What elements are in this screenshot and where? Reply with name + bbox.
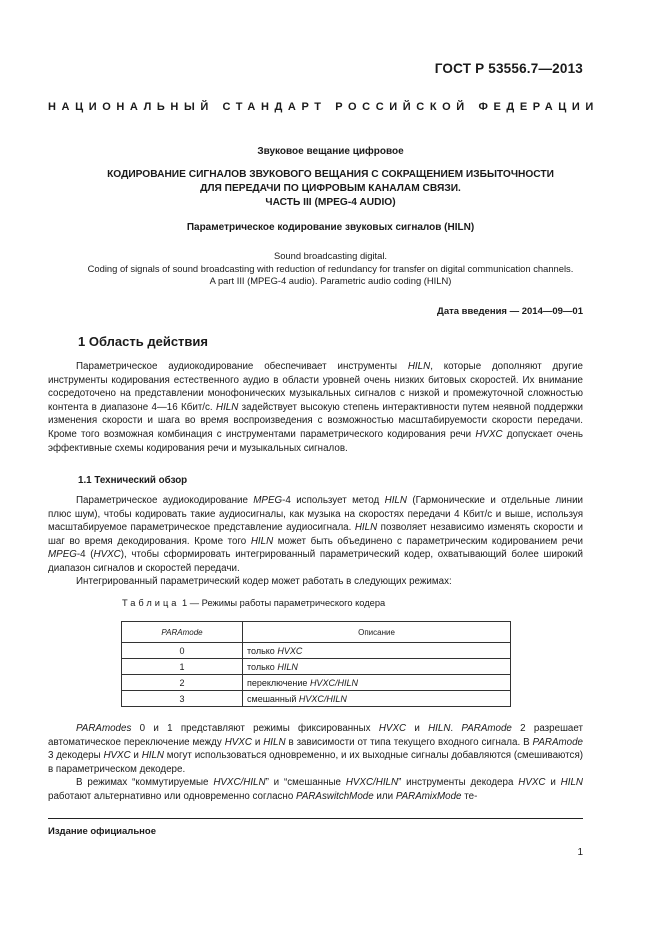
table-cell-mode: 0 <box>122 643 243 659</box>
table-row <box>122 659 511 675</box>
table-cell-mode: 3 <box>122 691 243 707</box>
modes-table <box>121 621 511 707</box>
title-line-1: КОДИРОВАНИЕ СИГНАЛОВ ЗВУКОВОГО ВЕЩАНИЯ С СОКРАЩЕНИЕМ ИЗБЫТОЧНОСТИ <box>107 169 554 180</box>
title-line-2: ДЛЯ ПЕРЕДАЧИ ПО ЦИФРОВЫМ КАНАЛАМ СВЯЗИ. <box>200 183 461 194</box>
table-row <box>122 691 511 707</box>
table-row <box>122 675 511 691</box>
switched-mixed-paragraph: В режимах “коммутируемые HVXC/HILN” и “смешанные HVXC/HILN” инструменты декодера HVXC и HILN работают альтернативно или одновременно согласно PARAswitchMode или PARAmixMode те- <box>48 777 583 802</box>
page-number: 1 <box>577 847 583 858</box>
table-cell-description: смешанный HVXC/HILN <box>243 691 511 707</box>
english-title-line-3: A part III (MPEG-4 audio). Parametric audio coding (HILN) <box>209 275 452 286</box>
introduction-date: Дата введения — 2014—09—01 <box>437 306 583 317</box>
document-part-subtitle: Параметрическое кодирование звуковых сигналов (HILN) <box>186 222 475 233</box>
scope-paragraph: Параметрическое аудиокодирование обеспечивает инструменты HILN, которые дополняют другие инструменты кодирования естественного аудио в области уровней очень низких битовых скоростей. Их внимание сосредоточено на представлении монофонических музыкальных сигналов с низкой и промежуточной сложностью контента в диапазоне 4—16 Кбит/с. HILN задействует высокую степень интерактивности путем неявной поддержки изменения скорости и шага во время воспроизведения с возможностью масштабируемости скорости передачи. Кроме того возможная комбинация с инструментами параметрического кодирования речи HVXC допускает очень эффективные схемы кодирования речи и музыкальных сигналов. <box>48 361 584 454</box>
document-subtitle: Звуковое вещание цифровое <box>257 146 404 157</box>
table-header-paramode: PARAmode <box>122 622 243 643</box>
edition-label: Издание официальное <box>48 826 156 837</box>
table-cell-description: переключение HVXC/HILN <box>243 675 511 691</box>
footer-divider <box>48 818 583 819</box>
section-heading-scope: 1 Область действия <box>78 334 208 349</box>
table-header-row <box>122 622 511 643</box>
english-title <box>40 250 621 288</box>
section-heading-technical-overview: 1.1 Технический обзор <box>78 475 188 486</box>
standard-number: ГОСТ Р 53556.7—2013 <box>434 61 583 76</box>
title-line-3: ЧАСТЬ III (MPEG-4 AUDIO) <box>265 197 396 208</box>
national-standard-heading: НАЦИОНАЛЬНЫЙ СТАНДАРТ РОССИЙСКОЙ ФЕДЕРАЦИИ <box>48 101 599 113</box>
table-header-description: Описание <box>243 622 511 643</box>
technical-overview-paragraph: Параметрическое аудиокодирование MPEG-4 использует метод HILN (Гармонические и отдельные линии плюс шум), чтобы кодировать такие аудиосигналы, как музыка на скоростях передачи 4 Кбит/с и выше, используя масштабируемое параметрическое представление аудиосигнала. HILN позволяет независимо изменять скорости и шаг во время декодирования. Кроме того HILN может быть объединено с параметрическим кодированием речи MPEG-4 (HVXC), чтобы сформировать интегрированный параметрический кодер, охватывающий более широкий диапазон сигналов и скоростей передачи. <box>48 495 584 574</box>
english-title-line-2: Coding of signals of sound broadcasting with reduction of redundancy for transfer on digital communication channels. <box>87 262 574 274</box>
paramodes-paragraph: PARAmodes 0 и 1 представляют режимы фиксированных HVXC и HILN. PARAmode 2 разрешает автоматическое переключение между HVXC и HILN в зависимости от типа текущего входного сигнала. В PARAmode 3 декодеры HVXC и HILN могут использоваться одновременно, и их выходные сигналы добавляются (смешиваются) в параметрическом декодере. <box>48 723 584 775</box>
table-caption: Таблица 1 — Режимы работы параметрического кодера <box>122 598 386 608</box>
document-title <box>40 168 621 210</box>
table-cell-description: только HVXC <box>243 643 511 659</box>
table-cell-mode: 2 <box>122 675 243 691</box>
table-row <box>122 643 511 659</box>
table-cell-mode: 1 <box>122 659 243 675</box>
table-cell-description: только HILN <box>243 659 511 675</box>
modes-intro-paragraph: Интегрированный параметрический кодер может работать в следующих режимах: <box>76 576 452 587</box>
english-title-line-1: Sound broadcasting digital. <box>273 250 388 261</box>
